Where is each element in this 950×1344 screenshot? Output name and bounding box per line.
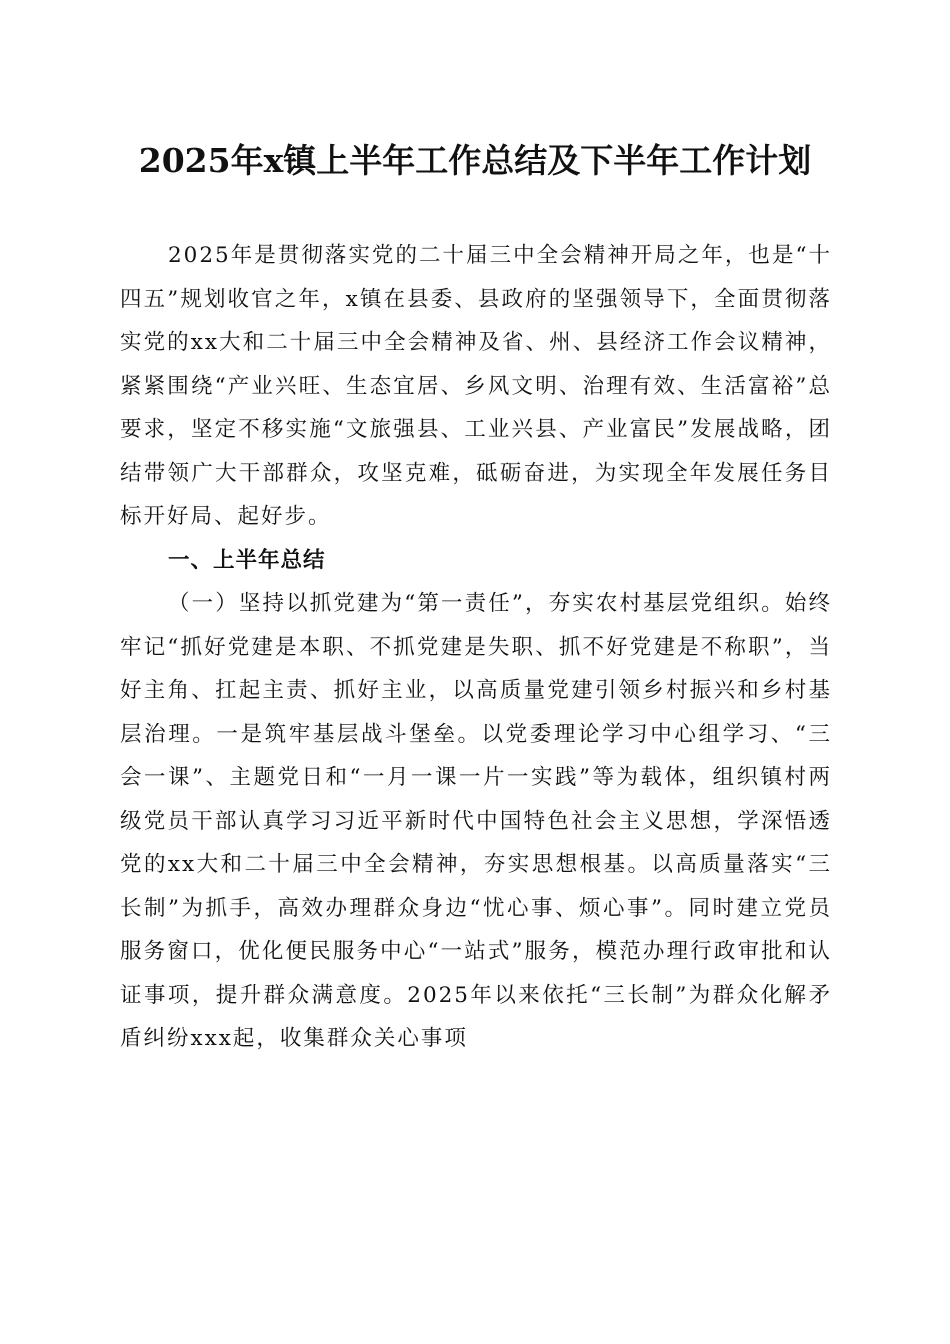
document-title: 2025年x镇上半年工作总结及下半年工作计划 bbox=[138, 141, 812, 180]
intro-paragraph: 2025年是贯彻落实党的二十届三中全会精神开局之年，也是“十四五”规划收官之年，x镇在县委、县政府的坚强领导下，全面贯彻落实党的xx大和二十届三中全会精神及省、州、县经济工作会议精神，紧紧围绕“产业兴旺、生态宜居、乡风文明、治理有效、生活富裕”总要求，坚定不移实施“文旅强县、工业兴县、产业富民”发展战略，团结带领广大干部群众，攻坚克难，砥砺奋进，为实现全年发展任务目标开好局、起好步。 bbox=[120, 243, 832, 529]
document-body bbox=[120, 234, 832, 1061]
section-heading-first-half-summary: 一、上半年总结 bbox=[168, 547, 326, 573]
section-1-paragraph-1: （一）坚持以抓党建为“第一责任”，夯实农村基层党组织。始终牢记“抓好党建是本职、不抓党建是失职、抓不好党建是不称职”，当好主角、扛起主责、抓好主业，以高质量党建引领乡村振兴和乡村基层治理。一是筑牢基层战斗堡垒。以党委理论学习中心组学习、“三会一课”、主题党日和“一月一课一片一实践”等为载体，组织镇村两级党员干部认真学习习近平新时代中国特色社会主义思想，学深悟透党的xx大和二十届三中全会精神，夯实思想根基。以高质量落实“三长制”为抓手，高效办理群众身边“忧心事、烦心事”。同时建立党员服务窗口，优化便民服务中心“一站式”服务，模范办理行政审批和认证事项，提升群众满意度。2025年以来依托“三长制”为群众化解矛盾纠纷xxx起，收集群众关心事项 bbox=[120, 591, 832, 1051]
